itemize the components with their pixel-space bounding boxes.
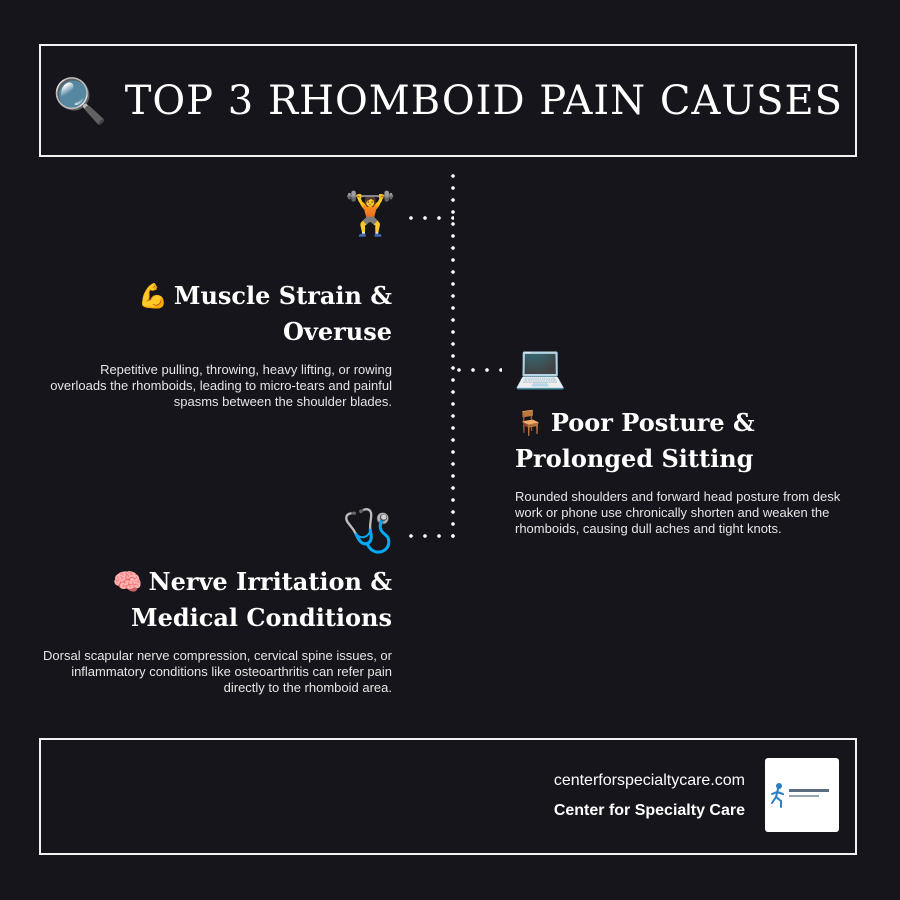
timeline-vertical-connector xyxy=(450,170,456,540)
cause-title-text: Nerve Irritation & Medical Conditions xyxy=(131,567,392,632)
cause-title-text: Muscle Strain & Overuse xyxy=(173,281,392,346)
logo-runner-icon xyxy=(769,780,835,810)
cause-description: Dorsal scapular nerve compression, cervical spine issues, or inflammatory conditions like osteoarthritis can refer pain directly to the rhomboid area. xyxy=(43,648,392,695)
page-title xyxy=(53,75,843,127)
magnifying-glass-icon: 🔍 xyxy=(52,75,109,127)
stethoscope-icon: 🩺 xyxy=(342,506,395,555)
flexed-biceps-icon: 💪 xyxy=(138,282,168,310)
cause-item-muscle-strain xyxy=(50,278,392,410)
cause-title xyxy=(515,405,865,477)
laptop-icon: 💻 xyxy=(514,342,567,391)
timeline-branch-3 xyxy=(404,533,454,539)
cause-description: Repetitive pulling, throwing, heavy lifting, or rowing overloads the rhomboids, leading to micro-tears and painful spasms between the shoulder blades. xyxy=(50,362,392,409)
cause-title xyxy=(40,564,392,636)
cause-description: Rounded shoulders and forward head posture from desk work or phone use chronically shorten and weaken the rhomboids, causing dull aches and tight knots. xyxy=(515,489,841,536)
brain-icon: 🧠 xyxy=(112,568,143,596)
footer-organization-name: Center for Specialty Care xyxy=(553,802,745,819)
weightlifter-icon: 🏋️ xyxy=(344,189,397,238)
chair-icon: 🪑 xyxy=(515,409,545,437)
cause-title xyxy=(50,278,392,350)
cause-title-text: Poor Posture & Prolonged Sitting xyxy=(515,408,755,473)
cause-item-nerve-irritation xyxy=(40,564,392,696)
footer-website-link[interactable]: centerforspecialtycare.com xyxy=(553,772,745,789)
page-title-text: TOP 3 RHOMBOID PAIN CAUSES xyxy=(124,77,844,124)
timeline-branch-1 xyxy=(404,215,454,221)
footer-banner xyxy=(39,738,857,855)
header-banner xyxy=(39,44,857,157)
organization-logo xyxy=(765,758,839,832)
cause-item-poor-posture xyxy=(515,405,865,537)
timeline-branch-2 xyxy=(452,367,502,373)
